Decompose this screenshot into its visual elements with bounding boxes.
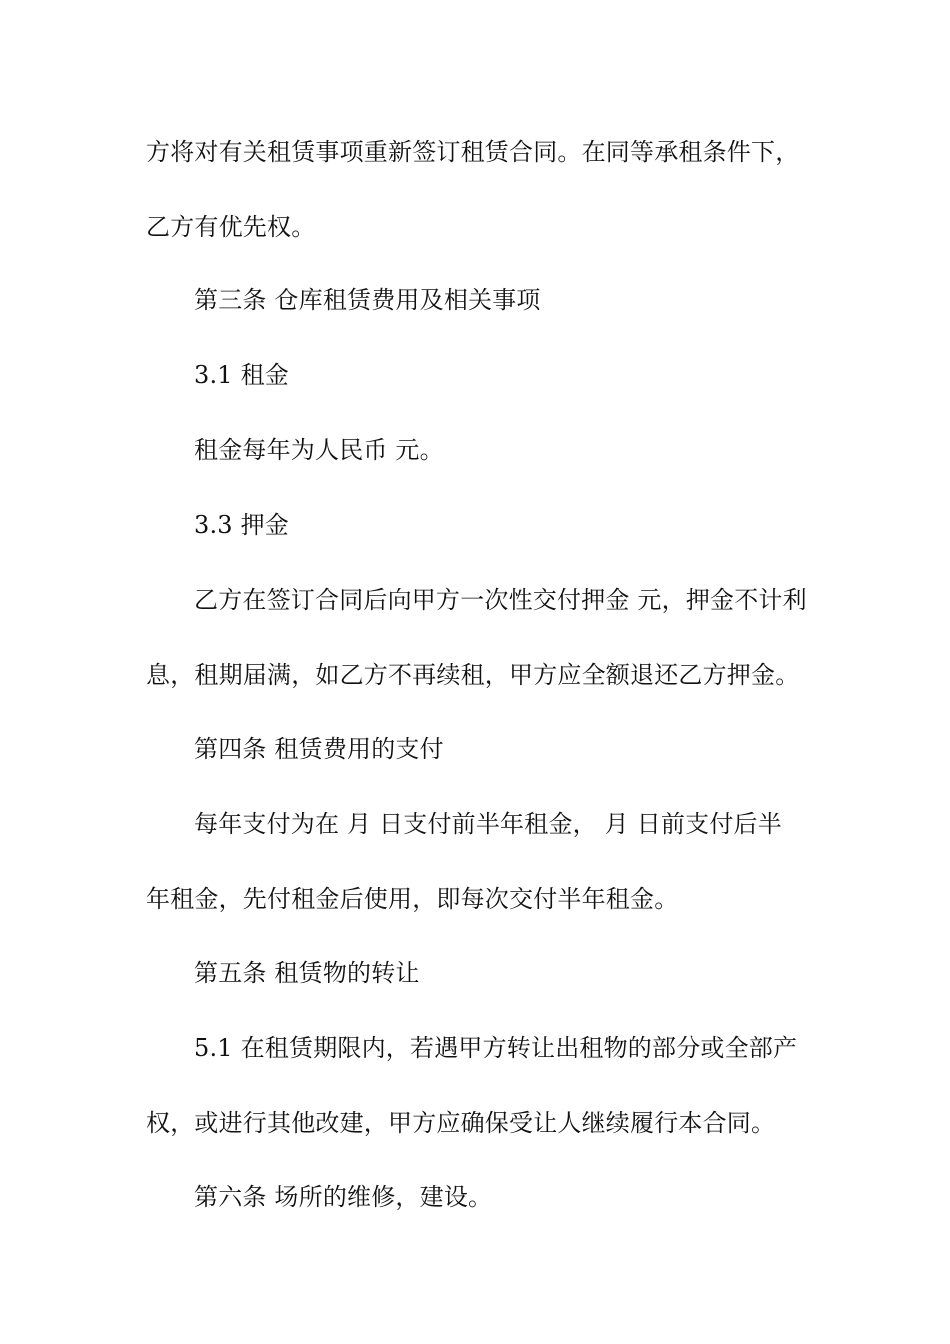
body-text-line: 乙方在签订合同后向甲方一次性交付押金 元，押金不计利 [194,586,807,614]
section-heading: 3.3 押金 [194,511,289,539]
article-heading: 第六条 场所的维修，建设。 [194,1183,493,1211]
body-text-line: 每年支付为在 月 日支付前半年租金， 月 日前支付后半 [194,810,782,838]
body-text-line: 5.1 在租赁期限内，若遇甲方转让出租物的部分或全部产 [194,1034,798,1062]
article-heading: 第三条 仓库租赁费用及相关事项 [194,286,541,314]
body-text-line: 方将对有关租赁事项重新签订租赁合同。在同等承租条件下， [146,138,800,166]
article-heading: 第五条 租赁物的转让 [194,959,420,987]
article-heading: 第四条 租赁费用的支付 [194,735,444,763]
body-text-line: 乙方有优先权。 [146,213,316,241]
body-text-line: 租金每年为人民币 元。 [194,436,444,464]
body-text-line: 息，租期届满，如乙方不再续租，甲方应全额退还乙方押金。 [146,661,800,689]
body-text-line: 年租金，先付租金后使用，即每次交付半年租金。 [146,885,679,913]
body-text-line: 权，或进行其他改建，甲方应确保受让人继续履行本合同。 [146,1109,776,1137]
section-heading: 3.1 租金 [194,361,289,389]
